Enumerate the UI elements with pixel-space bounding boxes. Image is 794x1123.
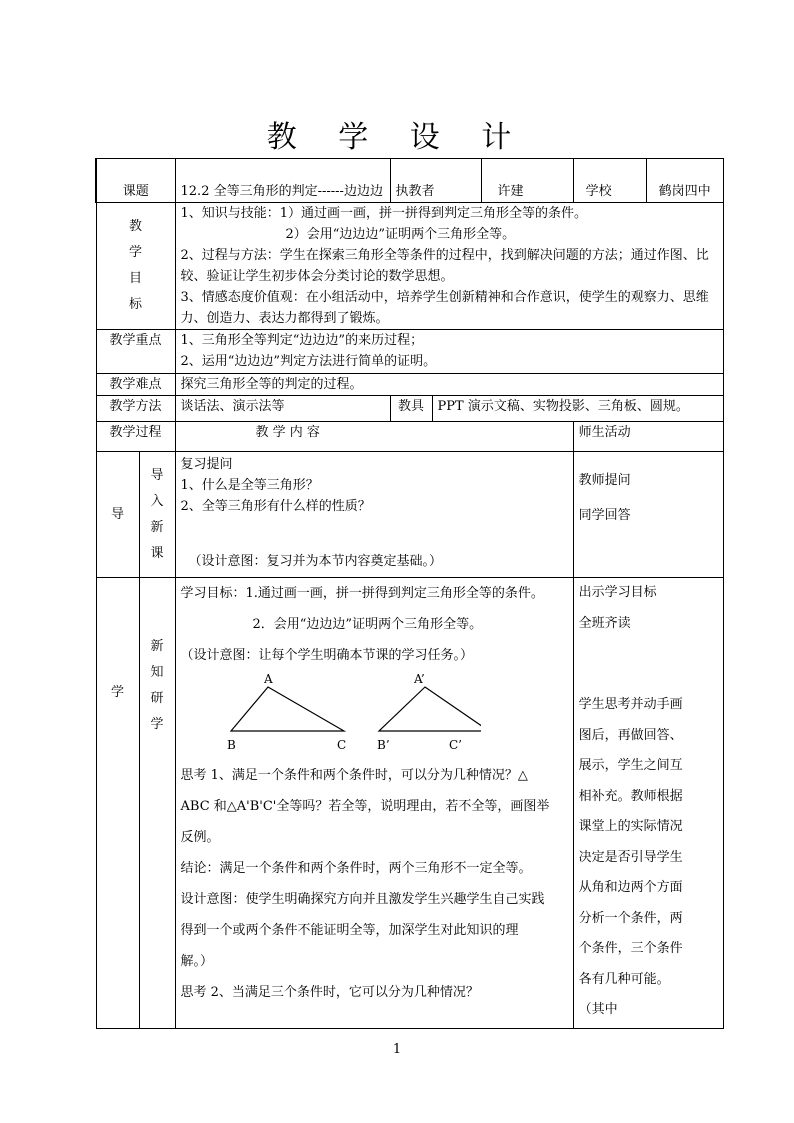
objectives-label-char: 学	[129, 245, 143, 260]
intro-activity: 同学回答	[578, 508, 631, 523]
key-point-line: 2、运用“边边边”判定方法进行简单的证明。	[180, 354, 437, 369]
objectives-content	[175, 203, 723, 330]
content-column-label: 教 学 内 容	[175, 422, 573, 452]
school-label: 学校	[573, 159, 646, 203]
lesson-plan-table	[95, 158, 724, 1029]
vertex-c-label: C	[336, 738, 346, 752]
intro-sub-label	[139, 452, 175, 578]
topic-label: 课题	[96, 159, 175, 203]
conclusion: 结论：满足一个条件和两个条件时，两个三角形不一定全等。	[180, 861, 532, 876]
stage-intro: 导	[96, 452, 139, 578]
intro-line: 复习提问	[180, 457, 233, 472]
methods-label: 教学方法	[96, 396, 175, 422]
design2-line: 得到一个或两个条件不能证明全等，加深学生对此知识的理	[180, 923, 519, 938]
activity-note: （其中	[578, 1002, 618, 1017]
objectives-label	[96, 203, 175, 330]
think1-line: 反例。	[180, 830, 220, 845]
intro-activity: 教师提问	[578, 473, 631, 488]
think1-line: 思考 1、满足一个条件和两个条件时，可以分为几种情况？△	[180, 768, 528, 783]
objective-line: 2）会用“边边边”证明两个三角形全等。	[285, 227, 516, 242]
page-number: 1	[392, 1042, 402, 1057]
key-points-label: 教学重点	[96, 330, 175, 374]
objective-line: 3、情感态度价值观：在小组活动中，培养学生创新精神和合作意识，使学生的观察力、思维力、创造力、表达力都得到了锻炼。	[180, 290, 709, 326]
page-title: 教 学 设 计	[266, 120, 528, 155]
learn-content	[175, 578, 573, 1029]
learn-design: （设计意图：让每个学生明确本节课的学习任务。）	[180, 648, 474, 663]
difficulty-label: 教学难点	[96, 374, 175, 396]
intro-sub-char: 入	[150, 493, 164, 509]
activity-note: 学生思考并动手画	[578, 697, 683, 712]
intro-design: （设计意图：复习并为本节内容奠定基础。）	[188, 554, 443, 569]
learn-goal-line: 2．会用“边边边”证明两个三角形全等。	[252, 617, 483, 632]
objectives-label-char: 标	[129, 297, 143, 312]
activity-note: 决定是否引导学生	[578, 849, 683, 865]
vertex-c-prime-label: C’	[448, 738, 462, 752]
triangle-abc	[231, 687, 344, 731]
triangles-figure	[181, 671, 481, 753]
triangle-a-prime	[379, 687, 481, 731]
vertex-a-label: A	[263, 672, 273, 686]
topic-value: 12.2 全等三角形的判定------边边边	[175, 159, 390, 203]
intro-content	[175, 452, 573, 578]
key-point-line: 1、三角形全等判定“边边边”的来历过程；	[180, 333, 424, 348]
activity-column-label: 师生活动	[573, 422, 723, 452]
design2-line: 解。）	[180, 954, 214, 969]
learn-sub-label	[139, 578, 175, 1029]
vertex-b-label: B	[226, 738, 236, 752]
objectives-label-char: 目	[129, 271, 143, 286]
school-value: 鹤岗四中	[646, 159, 723, 203]
vertex-b-prime-label: B’	[376, 738, 390, 752]
activity-note: 展示，学生之间互	[578, 758, 683, 773]
learn-activities	[573, 578, 723, 1029]
objective-line: 2、过程与方法：学生在探索三角形全等条件的过程中，找到解决问题的方法；通过作图、比较、验证让学生初步体会分类讨论的数学思想。	[180, 248, 709, 284]
activity-note: 相补充。教师根据	[578, 788, 683, 804]
activity-note: 图后，再做回答、	[578, 727, 683, 743]
learn-activity: 全班齐读	[578, 615, 631, 631]
think2: 思考 2、当满足三个条件时，它可以分为几种情况？	[180, 985, 479, 1000]
intro-line: 1、什么是全等三角形？	[180, 478, 319, 493]
learn-sub-char: 学	[150, 717, 164, 732]
process-label: 教学过程	[96, 422, 175, 452]
learn-goal-line: 学习目标：1.通过画一画，拼一拼得到判定三角形全等的条件。	[180, 586, 544, 601]
tools-label: 教具	[390, 396, 432, 422]
activity-note: 分析一个条件，两	[578, 910, 683, 926]
intro-sub-char: 导	[150, 467, 164, 483]
learn-activity: 出示学习目标	[578, 585, 657, 600]
difficulty-content: 探究三角形全等的判定的过程。	[175, 374, 723, 396]
intro-activities	[573, 452, 723, 578]
activity-note: 课堂上的实际情况	[578, 819, 683, 834]
intro-sub-char: 课	[150, 545, 164, 561]
tools-content: PPT 演示文稿、实物投影、三角板、圆规。	[432, 396, 723, 422]
methods-content: 谈话法、演示法等	[175, 396, 390, 422]
stage-learn: 学	[96, 578, 139, 1029]
key-points-content	[175, 330, 723, 374]
learn-sub-char: 知	[150, 665, 164, 680]
activity-note: 各有几种可能。	[578, 971, 670, 987]
objectives-label-char: 教	[129, 219, 143, 234]
activity-note: 从角和边两个方面	[578, 880, 683, 895]
teacher-value: 许建	[481, 159, 573, 203]
learn-sub-char: 研	[150, 691, 164, 706]
vertex-a-prime-label: A’	[413, 672, 425, 686]
design2-line: 设计意图：使学生明确探究方向并且激发学生兴趣学生自己实践	[180, 892, 545, 907]
intro-line: 2、全等三角形有什么样的性质？	[180, 499, 371, 514]
think1-line: ABC 和△A'B'C'全等吗？若全等，说明理由，若不全等，画图举	[180, 799, 550, 814]
intro-sub-char: 新	[150, 519, 164, 535]
activity-note: 个条件，三个条件	[578, 941, 683, 956]
learn-sub-char: 新	[150, 639, 164, 654]
teacher-label: 执教者	[390, 159, 481, 203]
objective-line: 1、知识与技能：1）通过画一画，拼一拼得到判定三角形全等的条件。	[180, 206, 588, 221]
